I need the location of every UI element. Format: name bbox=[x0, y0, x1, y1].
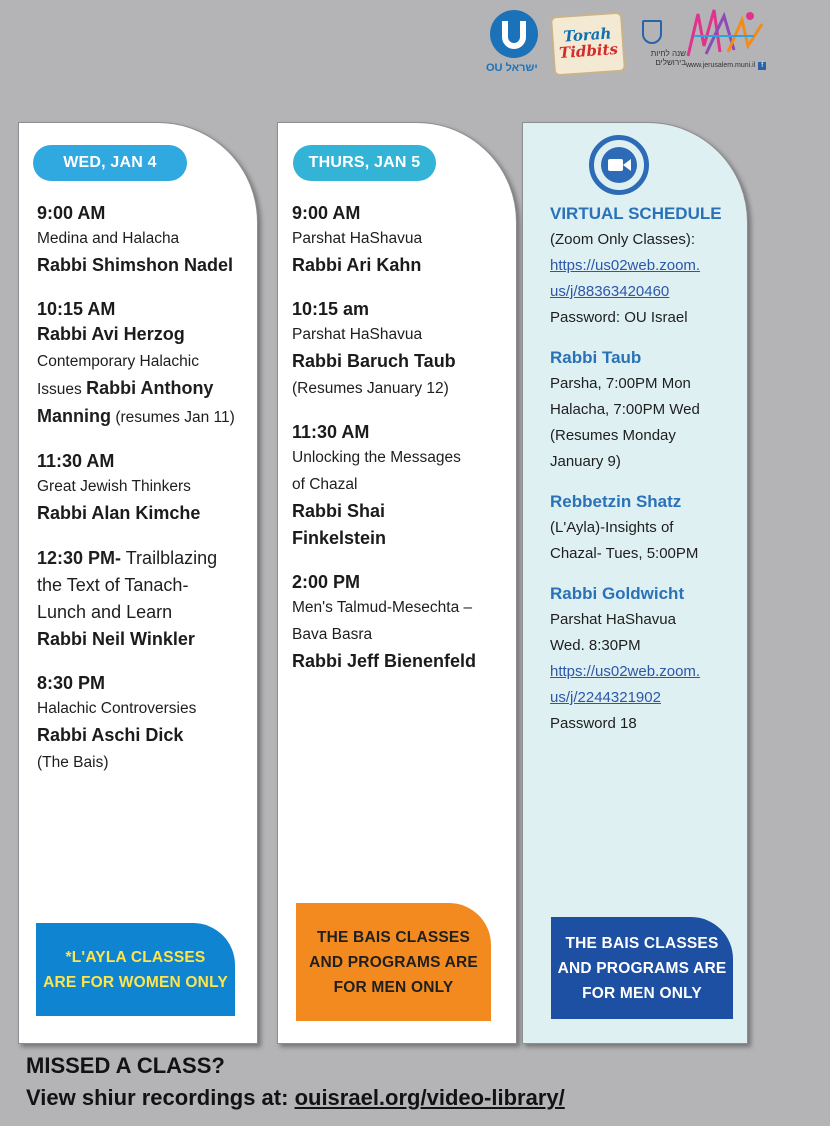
jerusalem-hebrew-line2: בירושלים bbox=[655, 57, 686, 67]
jerusalem-art-icon bbox=[684, 6, 766, 58]
session-rabbi-line bbox=[37, 403, 243, 431]
notice-line: AND PROGRAMS ARE bbox=[309, 953, 478, 971]
session-title: Great Jewish Thinkers bbox=[37, 478, 191, 495]
virtual-teacher-name: Rabbi Taub bbox=[550, 348, 642, 367]
ou-israel-logo bbox=[486, 10, 544, 76]
virtual-detail: Wed. 8:30PM bbox=[550, 637, 641, 654]
session-rabbi: Rabbi Neil Winkler bbox=[37, 629, 195, 649]
virtual-detail: Halacha, 7:00PM Wed bbox=[550, 401, 700, 418]
virtual-detail: January 9) bbox=[550, 453, 621, 470]
session-time: 11:30 AM bbox=[37, 451, 115, 471]
session-title-line bbox=[37, 545, 243, 572]
footer-recordings-line bbox=[26, 1082, 806, 1114]
notice-line: FOR MEN ONLY bbox=[333, 978, 454, 996]
notice-line: THE BAIS CLASSES bbox=[565, 934, 719, 952]
footer-prefix: View shiur recordings at: bbox=[26, 1085, 295, 1110]
session-rabbi: Rabbi Alan Kimche bbox=[37, 503, 201, 523]
session-note: (The Bais) bbox=[37, 754, 109, 771]
jerusalem-emblem-icon bbox=[642, 20, 662, 44]
session-time: 9:00 AM bbox=[37, 203, 106, 223]
session-title: Parshat HaShavua bbox=[292, 230, 423, 247]
header-logos bbox=[480, 6, 770, 76]
facebook-icon: f bbox=[758, 62, 766, 70]
session-rabbi: Rabbi Jeff Bienenfeld bbox=[292, 651, 477, 671]
schedule-card-thurs bbox=[277, 122, 517, 1044]
zoom-link-2-part[interactable]: https://us02web.zoom. bbox=[550, 663, 701, 680]
session-rabbi: Rabbi Aschi Dick bbox=[37, 725, 184, 745]
virtual-intro bbox=[550, 201, 740, 331]
session-rabbi: Rabbi Ari Kahn bbox=[292, 255, 422, 275]
session-rabbi: Rabbi Shimshon Nadel bbox=[37, 255, 234, 275]
virtual-detail: Parshat HaShavua bbox=[550, 611, 676, 628]
video-library-link[interactable]: ouisrael.org/video-library/ bbox=[294, 1085, 565, 1110]
notice-line: *L'AYLA CLASSES bbox=[65, 948, 206, 966]
virtual-item-taub bbox=[550, 345, 740, 475]
session-title-part: Issues bbox=[37, 381, 82, 398]
notice-line: AND PROGRAMS ARE bbox=[557, 959, 727, 977]
tidbits-logo-text: Tidbits bbox=[558, 40, 619, 63]
zoom-link-1-part[interactable]: https://us02web.zoom. bbox=[550, 257, 701, 274]
schedule-card-wed bbox=[18, 122, 258, 1044]
notice-women-only bbox=[36, 923, 235, 1016]
session-title: Halachic Controversies bbox=[37, 700, 197, 717]
virtual-schedule-list bbox=[550, 201, 740, 751]
torah-logo-text: Torah bbox=[562, 24, 612, 46]
session-time: 11:30 AM bbox=[292, 422, 370, 442]
session-item bbox=[292, 201, 498, 279]
jerusalem-url-text: www.jerusalem.muni.il bbox=[686, 62, 756, 69]
virtual-item-shatz bbox=[550, 489, 740, 567]
virtual-detail: (Resumes Monday bbox=[550, 427, 676, 444]
session-title-line bbox=[37, 375, 243, 403]
jerusalem-hebrew-text bbox=[640, 50, 686, 68]
footer-heading: MISSED A CLASS? bbox=[26, 1053, 225, 1078]
date-pill-wed: WED, JAN 4 bbox=[33, 145, 187, 181]
session-title: Contemporary Halachic bbox=[37, 353, 199, 370]
session-item bbox=[292, 570, 498, 675]
session-title: the Text of Tanach- bbox=[37, 575, 189, 595]
virtual-detail: Parsha, 7:00PM Mon bbox=[550, 375, 691, 392]
session-time: 9:00 AM bbox=[292, 203, 361, 223]
session-note: (resumes Jan 11) bbox=[115, 409, 235, 426]
session-title: of Chazal bbox=[292, 476, 358, 493]
session-item bbox=[37, 297, 243, 431]
session-time: 10:15 AM bbox=[37, 299, 116, 319]
virtual-detail: (L'Ayla)-Insights of bbox=[550, 519, 674, 536]
zoom-password-1: Password: OU Israel bbox=[550, 309, 688, 326]
session-rabbi-part: Manning bbox=[37, 406, 111, 426]
torah-tidbits-logo bbox=[550, 12, 626, 77]
date-pill-thurs: THURS, JAN 5 bbox=[293, 145, 436, 181]
zoom-link-2-part[interactable]: us/j/2244321902 bbox=[550, 689, 661, 706]
jerusalem-municipality-logo bbox=[640, 6, 768, 76]
virtual-schedule-card bbox=[522, 122, 748, 1044]
notice-line: FOR MEN ONLY bbox=[582, 984, 702, 1002]
zoom-link-1[interactable] bbox=[550, 253, 740, 305]
virtual-subtitle: (Zoom Only Classes): bbox=[550, 231, 696, 248]
session-title: Parshat HaShavua bbox=[292, 326, 423, 343]
virtual-heading: VIRTUAL SCHEDULE bbox=[550, 204, 722, 223]
session-note: (Resumes January 12) bbox=[292, 380, 449, 397]
zoom-password-2: Password 18 bbox=[550, 715, 637, 732]
session-rabbi: Rabbi Avi Herzog bbox=[37, 324, 185, 344]
virtual-teacher-name: Rebbetzin Shatz bbox=[550, 492, 682, 511]
ou-logo-icon bbox=[490, 10, 538, 58]
zoom-link-2[interactable] bbox=[550, 659, 740, 711]
session-title: Men's Talmud-Mesechta – bbox=[292, 599, 473, 616]
jerusalem-hebrew-line1: שנה לחיות bbox=[650, 49, 686, 58]
session-item bbox=[292, 297, 498, 402]
virtual-detail: Chazal- Tues, 5:00PM bbox=[550, 545, 699, 562]
notice-line: THE BAIS CLASSES bbox=[316, 928, 471, 946]
session-rabbi-part: Rabbi Anthony bbox=[86, 378, 214, 398]
session-item bbox=[37, 545, 243, 653]
session-rabbi: Rabbi Shai bbox=[292, 501, 386, 521]
session-title: Unlocking the Messages bbox=[292, 449, 461, 466]
notice-men-only bbox=[296, 903, 491, 1021]
session-list-wed bbox=[37, 201, 243, 794]
footer bbox=[26, 1050, 806, 1114]
session-item bbox=[37, 449, 243, 527]
virtual-teacher-name: Rabbi Goldwicht bbox=[550, 584, 685, 603]
ou-logo-text: OU ישראל bbox=[486, 62, 538, 74]
notice-line: ARE FOR WOMEN ONLY bbox=[43, 973, 228, 991]
session-rabbi: Finkelstein bbox=[292, 528, 387, 548]
session-time: 12:30 PM- bbox=[37, 548, 122, 568]
virtual-item-goldwicht bbox=[550, 581, 740, 737]
session-item bbox=[292, 420, 498, 552]
session-list-thurs bbox=[292, 201, 498, 693]
session-item bbox=[37, 201, 243, 279]
session-title: Medina and Halacha bbox=[37, 230, 180, 247]
jerusalem-url bbox=[686, 62, 766, 70]
session-time: 10:15 am bbox=[292, 299, 370, 319]
session-time: 2:00 PM bbox=[292, 572, 361, 592]
zoom-link-1-part[interactable]: us/j/88363420460 bbox=[550, 283, 670, 300]
session-title: Lunch and Learn bbox=[37, 602, 173, 622]
zoom-camera-icon bbox=[589, 135, 649, 195]
session-title: Bava Basra bbox=[292, 626, 373, 643]
notice-men-only-virtual bbox=[551, 917, 733, 1019]
session-item bbox=[37, 671, 243, 776]
session-title-part: Trailblazing bbox=[125, 548, 218, 568]
session-time: 8:30 PM bbox=[37, 673, 106, 693]
session-rabbi: Rabbi Baruch Taub bbox=[292, 351, 456, 371]
